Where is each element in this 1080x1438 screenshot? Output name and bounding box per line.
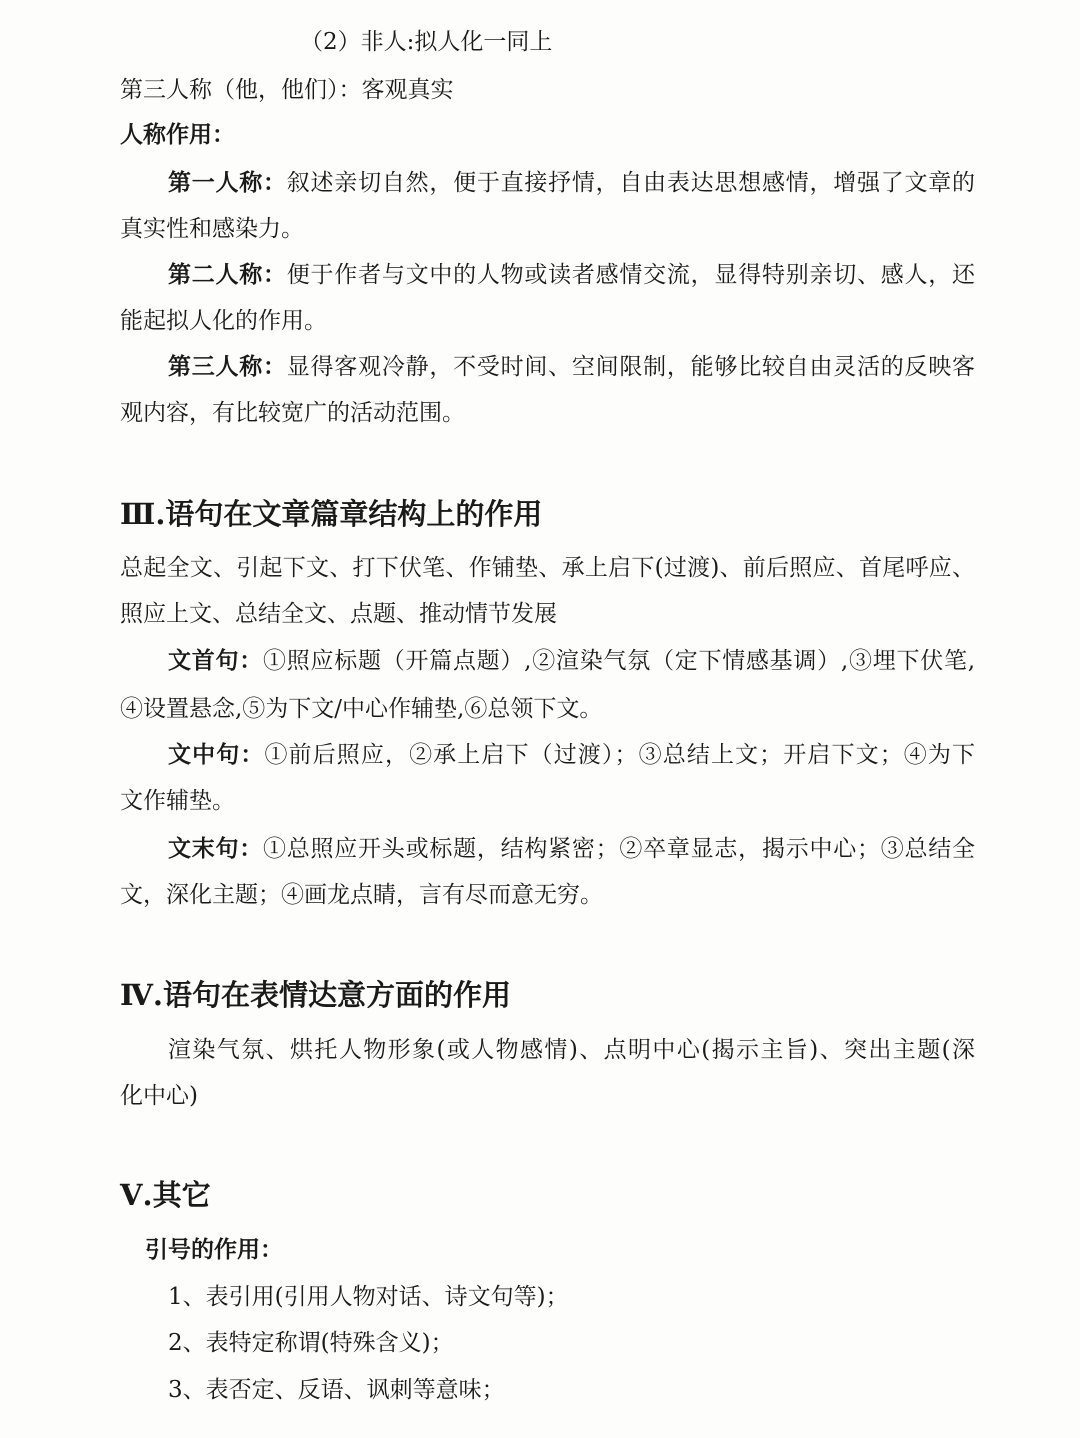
third-person-func-line1: [168, 352, 975, 382]
start-sentence-label: 文首句：: [168, 647, 263, 674]
list-item: 2、表特定称谓(特殊含义)；: [168, 1330, 454, 1356]
second-person-label: 第二人称：: [168, 261, 287, 288]
mid-sentence-text: ①前后照应，②承上启下（过渡）；③总结上文；开启下文；④为下: [264, 742, 976, 768]
end-sentence-line1: [168, 834, 975, 864]
section4-heading: Ⅳ.语句在表情达意方面的作用: [120, 978, 512, 1012]
section3-heading: Ⅲ.语句在文章篇章结构上的作用: [120, 497, 543, 531]
section3-summary-line1: 总起全文、引起下文、打下伏笔、作铺垫、承上启下(过渡)、前后照应、首尾呼应、: [120, 555, 975, 581]
section4-line2: 化中心): [120, 1083, 198, 1109]
first-person-text: 叙述亲切自然，便于直接抒情，自由表达思想感情，增强了文章的: [286, 170, 976, 196]
end-sentence-text: ①总照应开头或标题，结构紧密；②卒章显志，揭示中心；③总结全: [263, 836, 976, 862]
third-person-line: 第三人称（他，他们）：客观真实: [120, 77, 454, 103]
second-person-text: 便于作者与文中的人物或读者感情交流，显得特别亲切、感人，还: [286, 262, 976, 288]
mid-sentence-line1: [168, 740, 975, 770]
mid-sentence-label: 文中句：: [168, 741, 265, 768]
end-sentence-line2: 文，深化主题；④画龙点睛，言有尽而意无穷。: [120, 882, 603, 908]
first-person-line1: [168, 168, 975, 198]
first-person-line2: 真实性和感染力。: [120, 216, 304, 242]
third-person-func-line2: 观内容，有比较宽广的活动范围。: [120, 400, 465, 426]
end-sentence-label: 文末句：: [168, 835, 264, 862]
start-sentence-line2: ④设置悬念,⑤为下文/中心作辅垫,⑥总领下文。: [120, 696, 603, 722]
start-sentence-text: ①照应标题（开篇点题）,②渲染气氛（定下情感基调）,③埋下伏笔,: [262, 648, 976, 674]
section4-line1: 渲染气氛、烘托人物形象(或人物感情)、点明中心(揭示主旨)、突出主题(深: [168, 1037, 975, 1063]
nonhuman-line: （2）非人:拟人化一同上: [300, 29, 553, 55]
person-function-title: 人称作用：: [120, 121, 235, 148]
section5-heading: Ⅴ.其它: [120, 1178, 211, 1212]
second-person-line1: [168, 260, 975, 290]
first-person-label: 第一人称：: [168, 169, 287, 196]
start-sentence-line1: [168, 646, 975, 676]
quote-function-title: 引号的作用：: [145, 1236, 283, 1263]
list-item: 1、表引用(引用人物对话、诗文句等)；: [168, 1284, 569, 1310]
list-item: 3、表否定、反语、讽刺等意味；: [168, 1377, 505, 1403]
section3-summary-line2: 照应上文、总结全文、点题、推动情节发展: [120, 601, 557, 627]
second-person-line2: 能起拟人化的作用。: [120, 308, 327, 334]
third-person-label: 第三人称：: [168, 353, 287, 380]
mid-sentence-line2: 文作辅垫。: [120, 788, 235, 814]
third-person-text: 显得客观冷静，不受时间、空间限制，能够比较自由灵活的反映客: [286, 354, 976, 380]
